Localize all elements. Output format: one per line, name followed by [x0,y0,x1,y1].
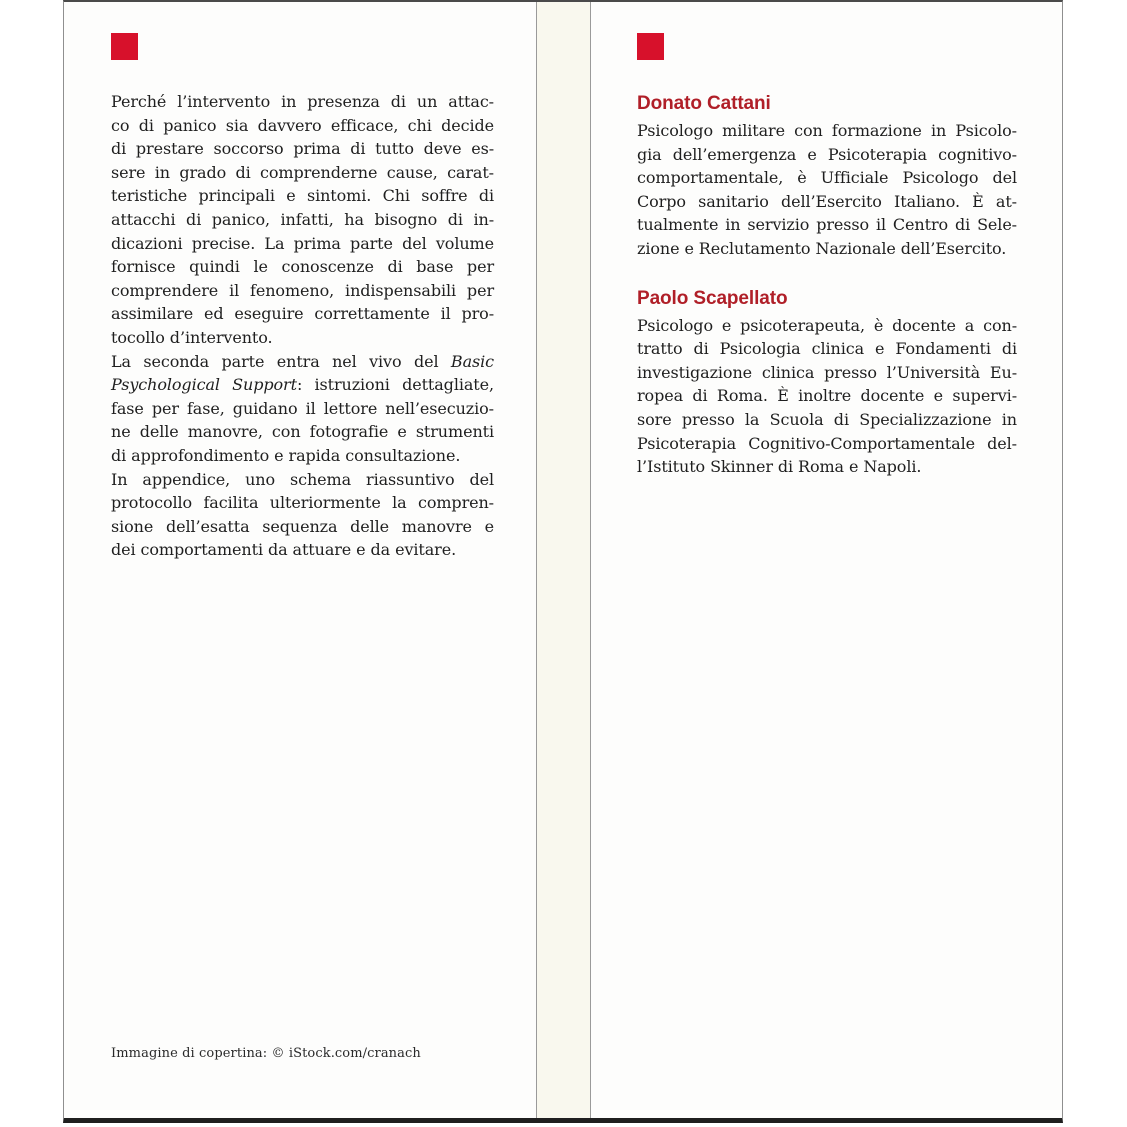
left-flap-description [111,90,494,562]
text-line: Psicoterapia Cognitivo-Comportamentale del- [637,433,1017,453]
text-line: In appendice, uno schema riassuntivo del [111,469,494,489]
text-line: fase per fase, guidano il lettore nell’esecuzio- [111,398,494,418]
right-flap-author-bios [637,92,1017,479]
author-name: Donato Cattani [637,93,771,114]
text-line: protocollo facilita ulteriormente la compren- [111,493,494,513]
text-line: sore presso la Scuola di Specializzazione in [637,409,1017,429]
text-line: di approfondimento e rapida consultazione. [111,445,461,465]
spine-fold [536,2,591,1118]
text-line: tratto di Psicologia clinica e Fondamenti di [637,339,1017,359]
text-line: dei comportamenti da attuare e da evitare. [111,540,457,560]
text-line: La seconda parte entra nel vivo del Basic [111,351,494,371]
book-jacket [63,0,1063,1123]
text-line: Psicologo e psicoterapeuta, è docente a con- [637,315,1017,335]
text-line: comprendere il fenomeno, indispensabili per [111,280,494,300]
text-line: Corpo sanitario dell’Esercito Italiano. È at- [637,191,1017,211]
text-line: tocollo d’intervento. [111,327,273,347]
text-line: assimilare ed eseguire correttamente il pro- [111,304,494,324]
text-line: sione dell’esatta sequenza delle manovre e [111,516,494,536]
left-flap [64,2,536,1118]
text-line: gia dell’emergenza e Psicoterapia cognitivo- [637,144,1017,164]
author-bio [637,92,1017,261]
text-line: co di panico sia davvero efficace, chi decide [111,115,494,135]
red-square-marker [111,33,138,60]
text-line: Psicologo militare con formazione in Psicolo- [637,121,1017,140]
author-bio-text [637,119,1017,261]
text-line: ropea di Roma. È inoltre docente e supervi- [637,386,1017,406]
text-line: dicazioni precise. La prima parte del volume [111,233,494,253]
text-line: teristiche principali e sintomi. Chi soffre di [111,186,494,206]
description-paragraph [111,350,494,468]
author-name: Paolo Scapellato [637,287,788,309]
description-paragraph [111,90,494,350]
text-line: comportamentale, è Ufficiale Psicologo del [637,168,1017,188]
text-line: l’Istituto Skinner di Roma e Napoli. [637,457,922,477]
text-line: fornisce quindi le conoscenze di base per [111,257,494,277]
text-line: zione e Reclutamento Nazionale dell’Esercito. [637,238,1007,258]
text-line: ne delle manovre, con fotografie e strumenti [111,422,494,442]
text-line: sere in grado di comprenderne cause, carat- [111,162,494,182]
cover-image-credit: Immagine di copertina: © iStock.com/cranach [111,1046,421,1061]
author-bio [637,287,1017,479]
text-line: investigazione clinica presso l’Università Eu- [637,362,1017,382]
description-paragraph [111,468,494,562]
text-line: attacchi di panico, infatti, ha bisogno di in- [111,209,494,229]
red-square-marker [637,33,664,60]
text-line: Perché l’intervento in presenza di un attac- [111,92,494,111]
text-line: tualmente in servizio presso il Centro di Sele- [637,215,1017,235]
right-flap [591,2,1062,1118]
author-bio-text [637,314,1017,479]
text-line: di prestare soccorso prima di tutto deve es- [111,139,494,159]
text-line: Psychological Support: istruzioni dettagliate, [111,375,494,395]
